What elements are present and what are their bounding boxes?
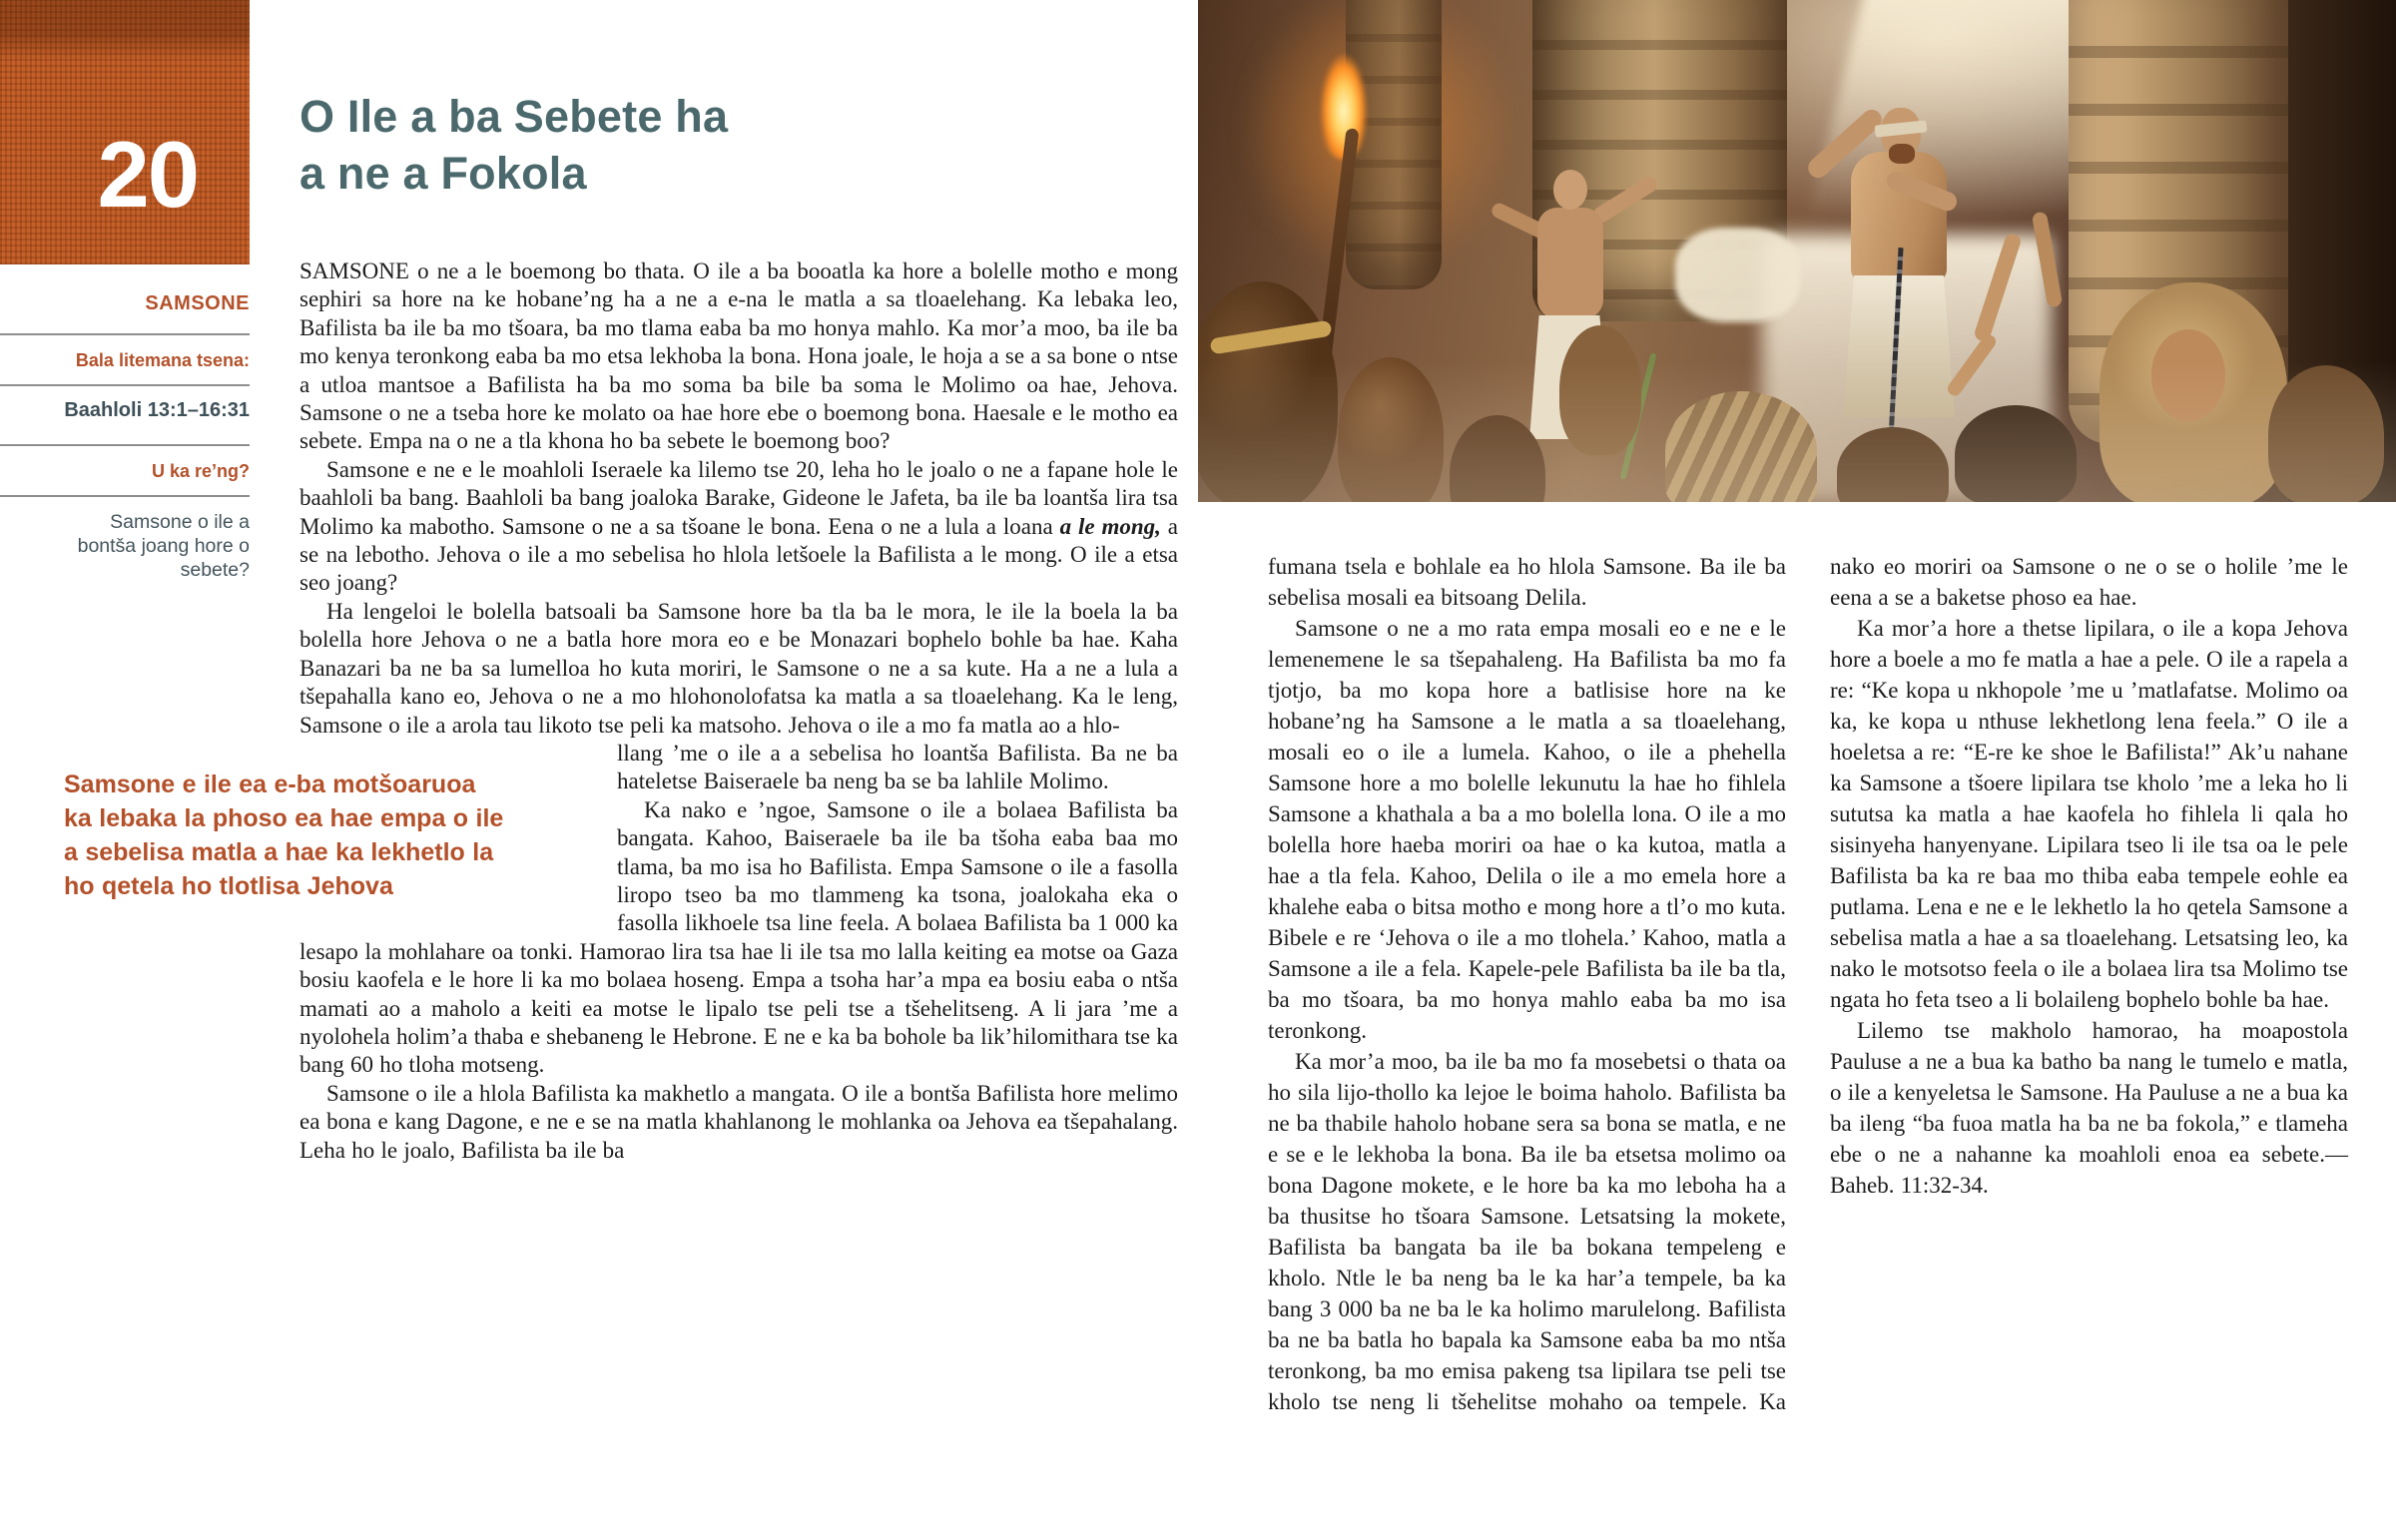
study-person-name: SAMSONE: [145, 292, 250, 314]
paragraph: Samsone o ne a mo rata empa mosali eo e ne e le lemenemene le sa tšepahaleng. Ha Bafilista ba mo fa tjotjo, ba mo kopa hore a batlisise hore na ke hobane’ng ha Samsone a le matla a sa tloaelehang, mosali eo o ile a lumela. Kahoo, o ile a phehella Samsone hore a mo bolelle lekunutu la hae ho fihlela Samsone a khathala a ba a mo bolella lona. O ile a mo bolella hore haeba moriri oa hae o ka kutoa, matla a hae a tla fela. Kahoo, Delila o ile a mo emela hore a khalehe eaba o bitsa motho e mong hore a tl’o mo kuta. Bibele e re ‘Jehova o ile a mo tlohela.’ Kahoo, matla a Samsone a ile a fela. Kapele-pele Bafilista ba ile ba tla, ba mo tšoara, ba mo honya mahlo eaba ba mo isa teronkong.: [1268, 616, 1786, 1043]
paragraph-text: Samsone e ne e le moahloli Iseraele ka lilemo tse 20, leha ho le joalo o ne a fapane hole le baahloli ba bang. Baahloli ba bang joaloka Barake, Gideone le Jafeta, ba ile ba loantša lira tsa Molimo ka mabotho. Samsone o ne a sa tšoane le bona. Eena o ne a lula a loana: [300, 456, 1178, 539]
paragraph: Ka nako e ’ngoe, Samsone o ile a bolaea Bafilista ba bangata. Kahoo, Baiseraele ba ile ba tšoha eaba baa mo tlama, ba mo isa ho Bafilista. Empa Samsone o ile a fasolla liropo tseo ba mo tlammeng ka tsona, joalokaha eka o fasolla likhoele tsa line feela. A bolaea Bafilista ba 1 000 ka lesapo la mohlahare oa tonki. Hamorao lira tsa hae li ile tsa mo lalla keiting ea motse oa Gaza bosiu kaofela e le hore li ka mo bolaea hoseng. Empa a tsoha har’a mpa ea bosiu eaba o ntša mamati ao a maholo a keiti ea motse le lipalo tse peli tse a tšehelitseng. A li jara ’me a nyolohela holim’a thaba e shebaneng le Hebrone. E ne e ka ba bohole ba lik’hilomithara tse ka bang 60 ho tloha motseng.: [300, 796, 1178, 1078]
paragraph: [300, 456, 1178, 598]
sidebar-entries: [0, 264, 250, 582]
study-question: Samsone o ile a bontša joang hore o sebete?: [77, 511, 250, 581]
page-title-line-2: a ne a Fokola: [300, 148, 587, 199]
page-title: [300, 88, 728, 202]
emphasized-text: a le mong,: [1059, 513, 1161, 539]
paragraph: Lilemo tse makholo hamorao, ha moapostola Pauluse a ne a bua ka batho ba nang le tumelo e matla, o ile a kenyeletsa le Samsone. Ha Pauluse a ne a bua ka ba ileng “ba fuoa matla ha ba ne ba fokola,” e tlameha ebe o ne a nahanne ka moahloli enoa ea sebete.—Baheb. 11:32-34.: [1830, 1018, 2348, 1198]
chapter-number: 20: [97, 122, 198, 227]
paragraph-text: a se na lebotho. Jehova o ile a mo sebelisa ho hlola letšoele la Bafilista a le mong. O ile a etsa seo joang?: [300, 513, 1178, 596]
paragraph: SAMSONE o ne a le boemong bo thata. O ile a ba booatla ka hore a bolelle motho e mong sephiri sa hore na ke hobane’ng ha a ne a e-na le matla a sa tloaelehang. Ka lebaka leo, Bafilista ba ile ba mo tšoara, ba mo tlama eaba ba mo honya mahlo. Ka mor’a moo, ba ile ba mo kenya teronkong eaba ba mo etsa lekhoba la bona. Hona joale, le hoja a se a sa bone o ntse a utloa mantsoe a Bafilista ha ba mo soma ba bile ba soma le Molimo oa hae, Jehova. Samsone o ne a tseba hore ke molato oa hae hore ebe o boemong bona. Haesale e le motho ea sebete. Empa na o ne a tla khona ho ba sebete le boemong boo?: [300, 258, 1178, 454]
paragraph: Ka mor’a hore a thetse lipilara, o ile a kopa Jehova hore a boele a mo fe matla a hae a pele. O ile a rapela a re: “Ke kopa u nkhopole ’me u ’matlafatse. Molimo oa ka, ke kopa u nthuse lekhetlong lena feela.” O ile a hoeletsa a re: “E-re ke shoe le Bafilista!” Ak’u nahane ka Samsone a tšoere lipilara tse kholo ’me a leka ho li sututsa ka matla a hae kaofela ho fihlela li qala ho sisinyeha hanyenyane. Lipilara tseo li ile tsa oa le pele Bafilista ba ka re baa mo thiba eaba tempele eohle ea putlama. Lena e ne e le lekhetlo la ho qetela Samsone a sebelisa matla a hae a sa tloaelehang. Letsatsing leo, ka nako le motsotso feela o ile a bolaea lira tsa Molimo tse ngata ho feta tseo a li bolaileng bophelo bohle ba hae.: [1830, 616, 2348, 1012]
atmosphere-overlay: [1198, 0, 2396, 502]
paragraph: llang ’me o ile a a sebelisa ho loantša Bafilista. Ba ne ba hateletse Baiseraele ba neng ba se ba lahlile Molimo.: [617, 740, 1178, 794]
paragraph: fumana tsela e bohlale ea ho hlola Samsone. Ba ile ba sebelisa mosali ea bitsoang Delila.: [1268, 554, 1786, 610]
paragraph: Ha lengeloi le bolella batsoali ba Samsone hore ba tla ba le mora, le ile la boela la ba bolella hore Jehova o ne a batla hore mora eo e be Monazari bophelo bohle ba hae. Kaha Banazari ba ne ba sa lumelloa ho kuta moriri, le Samsone o ne a sa kute. Ha a ne a lula a tšepahalla kano eo, Jehova o ne a mo hlohonolofatsa ka matla a sa tloaelehang. Ka le leng, Samsone o ile a arola tau likoto tse peli ka matsoho. Jehova o ile a mo fa matla ao a hlo-: [300, 598, 1178, 738]
temple-illustration: [1198, 0, 2396, 502]
chapter-number-block: [0, 0, 250, 264]
pull-quote-line: ho qetela ho tlotlisa Jehova: [64, 871, 393, 900]
pull-quote: [64, 748, 587, 903]
question-heading: U ka re’ng?: [151, 461, 250, 481]
pull-quote-line: Samsone e ile ea e-ba motšoaruoa: [64, 770, 476, 798]
read-scriptures-heading: Bala litemana tsena:: [75, 350, 250, 370]
pull-quote-line: a sebelisa matla a hae ka lekhetlo la: [64, 837, 494, 866]
page-title-line-1: O Ile a ba Sebete ha: [300, 91, 729, 142]
continuation-columns: [1268, 551, 2348, 1464]
paragraph: Samsone o ile a hlola Bafilista ka makhetlo a mangata. O ile a bontša Bafilista hore melimo ea bona e kang Dagone, e ne e se na matla khahlanong le mohlanka oa Jehova ea tšepahalang. Leha ho le joalo, Bafilista ba ile ba: [300, 1080, 1178, 1163]
scripture-reference: Baahloli 13:1–16:31: [64, 399, 250, 421]
pull-quote-line: ka lebaka la phoso ea hae empa o ile: [64, 803, 504, 832]
paragraph: Ka mor’a moo, ba ile ba mo fa mosebetsi o thata oa ho sila lijo-thollo ka lejoe le boima haholo. Bafilista ba ne ba thabile haholo hobane sera sa bona se matla, e ne e se e le lekhoba la bona. Ba ile ba etsetsa molimo oa bona Dagone mokete, e le hore ba ka mo leboha ha a ba thusitse ho tšoara Samsone. Letsatsing la mokete, Bafilista ba bangata ba ile ba bokana tempeleng e kholo. Ntle le ba neng ba le ka har’a tempele, ba ka bang 3 000 ba ne ba le ka holimo marulelong. Bafilista ba ne ba batla ho bapala ka Samsone eaba ba mo ntša teronkong, ba mo emisa pakeng tsa lipilara tse peli tse kholo tse neng li tšehelitse mohaho oa tempele. Ka nako eo moriri oa Samsone o ne o se o holile ’me le eena a se a baketse phoso ea hae.: [1268, 554, 2348, 1414]
